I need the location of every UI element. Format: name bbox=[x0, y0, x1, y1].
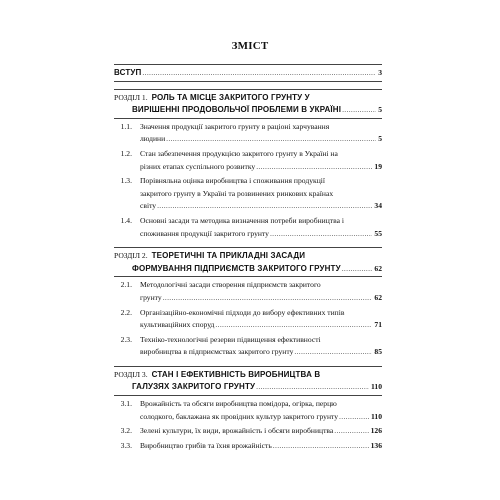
dot-leader bbox=[162, 292, 373, 305]
subsection-text: людини bbox=[140, 134, 166, 144]
subsection-number: 1.2. bbox=[120, 148, 132, 158]
subsection-text: Значення продукції закритого грунту в раціоні харчування bbox=[140, 121, 330, 131]
section-title: СТАН І ЕФЕКТИВНІСТЬ ВИРОБНИЦТВА В bbox=[151, 369, 321, 379]
subsection-text: Організаційно-економічні підходи до вибору ефективних типів bbox=[140, 307, 345, 317]
subsection-text: виробництва в підприємствах закритого грунту bbox=[140, 347, 294, 357]
toc-entry-subsection[interactable] bbox=[114, 148, 382, 173]
subsection-text: культиваційних споруд bbox=[140, 320, 215, 330]
dot-leader bbox=[255, 161, 372, 174]
subsection-text: Техніко-технологічні резерви підвищення ефективності bbox=[140, 334, 321, 344]
dot-leader bbox=[333, 425, 368, 438]
dot-leader bbox=[214, 319, 372, 332]
toc-entry-subsection[interactable] bbox=[114, 440, 382, 453]
dot-leader bbox=[272, 440, 369, 453]
page-number: 126 bbox=[370, 426, 382, 436]
subsection-text: закритого грунту в Україні та розвинених ринкових країнах bbox=[140, 188, 334, 198]
toc-entry-subsection[interactable] bbox=[114, 334, 382, 359]
subsection-list bbox=[114, 398, 382, 452]
toc-entry-subsection[interactable] bbox=[114, 398, 382, 423]
subsection-text: Порівняльна оцінка виробництва і споживання продукції bbox=[140, 176, 325, 186]
table-of-contents bbox=[114, 62, 382, 452]
dot-leader bbox=[341, 263, 373, 276]
subsection-text: солодкого, баклажана як провідних культур закритого грунту bbox=[140, 411, 339, 421]
subsection-number: 1.1. bbox=[120, 121, 132, 131]
subsection-number: 2.2. bbox=[120, 307, 132, 317]
subsection-number: 2.1. bbox=[120, 280, 132, 290]
page-number: 62 bbox=[374, 263, 382, 273]
subsection-number: 3.3. bbox=[120, 440, 132, 450]
dot-leader bbox=[156, 200, 372, 213]
page-number: 5 bbox=[378, 134, 382, 144]
page-number: 62 bbox=[374, 292, 382, 302]
subsection-list bbox=[114, 279, 382, 359]
page-number: 85 bbox=[374, 347, 382, 357]
page-number: 71 bbox=[374, 320, 382, 330]
dot-leader bbox=[338, 411, 369, 424]
dot-leader bbox=[141, 67, 376, 80]
subsection-text: Основні засади та методика визначення потреби виробництва і bbox=[140, 215, 344, 225]
page-title: ЗМІСТ bbox=[231, 40, 269, 52]
section-label: РОЗДІЛ 1. bbox=[114, 92, 148, 102]
subsection-text: Врожайність та обсяги виробництва помідора, огірка, перцю bbox=[140, 399, 337, 409]
toc-entry-section[interactable] bbox=[114, 366, 382, 396]
section-label: РОЗДІЛ 3. bbox=[114, 369, 148, 379]
subsection-text: Зелені культури, їх види, врожайність і обсяги виробництва bbox=[140, 426, 334, 436]
page-number: 55 bbox=[374, 228, 382, 238]
page-number: 34 bbox=[374, 201, 382, 211]
toc-entry-section[interactable] bbox=[114, 247, 382, 277]
page-number: 3 bbox=[378, 68, 382, 77]
toc-entry-subsection[interactable] bbox=[114, 307, 382, 332]
toc-entry-subsection[interactable] bbox=[114, 425, 382, 438]
dot-leader bbox=[255, 381, 369, 394]
page-number: 136 bbox=[370, 440, 382, 450]
toc-entry-subsection[interactable] bbox=[114, 175, 382, 213]
toc-entry-subsection[interactable] bbox=[114, 121, 382, 146]
subsection-text: Стан забезпечення продукцією закритого грунту в Україні на bbox=[140, 148, 338, 158]
subsection-number: 3.2. bbox=[120, 426, 132, 436]
dot-leader bbox=[269, 228, 372, 241]
toc-entry-intro[interactable] bbox=[114, 64, 382, 82]
subsection-list bbox=[114, 121, 382, 240]
section-title: ГАЛУЗЯХ ЗАКРИТОГО ГРУНТУ bbox=[132, 382, 256, 392]
section-title: ВИРІШЕННІ ПРОДОВОЛЬЧОЇ ПРОБЛЕМИ В УКРАЇНІ bbox=[132, 105, 342, 115]
subsection-text: Методологічні засади створення підприємств закритого bbox=[140, 280, 321, 290]
subsection-text: грунту bbox=[140, 292, 162, 302]
dot-leader bbox=[341, 104, 376, 117]
subsection-text: світу bbox=[140, 201, 157, 211]
toc-entry-subsection[interactable] bbox=[114, 279, 382, 304]
dot-leader bbox=[293, 346, 372, 359]
subsection-text: споживання продукції закритого грунту bbox=[140, 228, 269, 238]
page-number: 19 bbox=[374, 161, 382, 171]
intro-label: ВСТУП bbox=[114, 68, 142, 77]
section-title: ФОРМУВАННЯ ПІДПРИЄМСТВ ЗАКРИТОГО ГРУНТУ bbox=[132, 263, 341, 273]
section-title: РОЛЬ ТА МІСЦЕ ЗАКРИТОГО ГРУНТУ У bbox=[151, 92, 310, 102]
toc-entry-subsection[interactable] bbox=[114, 215, 382, 240]
subsection-number: 2.3. bbox=[120, 334, 132, 344]
subsection-number: 3.1. bbox=[120, 399, 132, 409]
section-title: ТЕОРЕТИЧНІ ТА ПРИКЛАДНІ ЗАСАДИ bbox=[151, 251, 306, 261]
page-number: 110 bbox=[371, 382, 382, 392]
page-number: 5 bbox=[378, 105, 382, 115]
section-label: РОЗДІЛ 2. bbox=[114, 251, 148, 261]
dot-leader bbox=[165, 133, 376, 146]
subsection-text: Виробництво грибів та їхня врожайність bbox=[140, 440, 272, 450]
sections-list bbox=[114, 89, 382, 453]
toc-entry-section[interactable] bbox=[114, 89, 382, 119]
subsection-number: 1.4. bbox=[120, 215, 132, 225]
subsection-number: 1.3. bbox=[120, 176, 132, 186]
subsection-text: різних етапах суспільного розвитку bbox=[140, 161, 256, 171]
page-number: 110 bbox=[371, 411, 382, 421]
